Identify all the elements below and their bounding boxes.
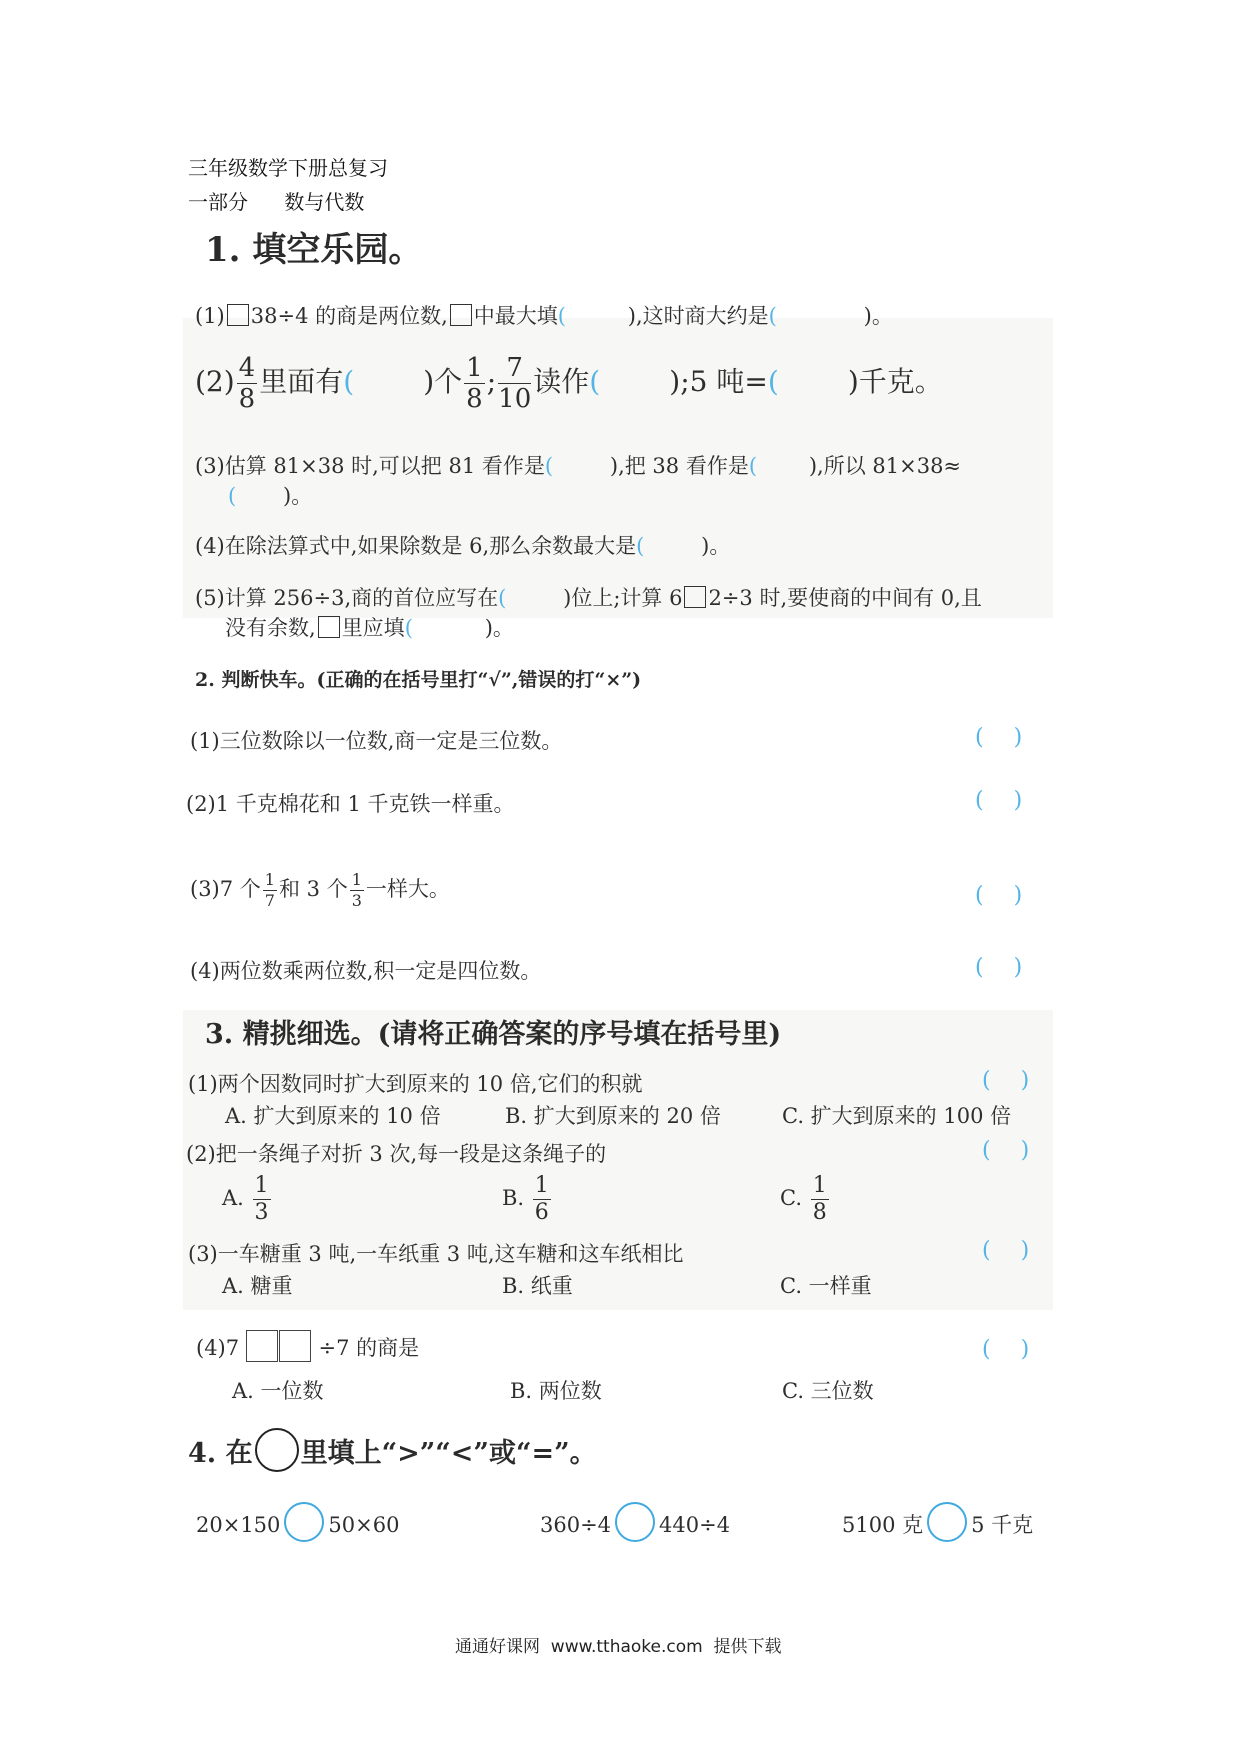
- compare-item-2: 360÷4 440÷4: [540, 1502, 730, 1542]
- answer-paren: ( ): [982, 1337, 1030, 1362]
- s2-q1: (1)三位数除以一位数,商一定是三位数。: [190, 729, 563, 753]
- s1-q3: (3)估算 81×38 时,可以把 81 看作是( ),把 38 看作是( ),所以 81×38≈: [195, 454, 962, 478]
- answer-paren-open: (: [768, 304, 777, 328]
- answer-paren-open: (: [748, 454, 758, 478]
- s3-q3-stem: (3)一车糖重 3 吨,一车纸重 3 吨,这车糖和这车纸相比: [188, 1242, 684, 1266]
- answer-paren-open: (: [404, 616, 413, 640]
- part-number: 一部分: [188, 190, 248, 214]
- doc-title: 三年级数学下册总复习: [188, 156, 388, 180]
- s2-q3: (3)7 个 $\frac{1}{7}$ 和 3 个 $\frac{1}{3}$ 一样大。: [190, 870, 450, 910]
- s3-q2-option-a: A. $\frac{1}{3}$: [222, 1173, 269, 1225]
- answer-paren-open: (: [544, 454, 554, 478]
- compare-item-3: 5100 克 5 千克: [842, 1502, 1033, 1542]
- section3-title: 3. 精挑细选。(请将正确答案的序号填在括号里): [205, 1019, 782, 1050]
- s3-q4-option-a: A. 一位数: [232, 1379, 324, 1403]
- answer-paren: ( ): [982, 1238, 1030, 1263]
- answer-paren-open: (: [767, 365, 779, 398]
- s3-q2-stem: (2)把一条绳子对折 3 次,每一段是这条绳子的: [186, 1142, 607, 1166]
- s1-q3-line2: ( )。: [228, 484, 313, 508]
- answer-paren-open: (: [498, 586, 507, 610]
- s1-q4: (4)在除法算式中,如果除数是 6,那么余数最大是( )。: [195, 534, 731, 558]
- answer-paren-open: (: [228, 484, 237, 508]
- blank-box: [318, 616, 340, 638]
- part-topic: 数与代数: [284, 190, 365, 214]
- part-label: [188, 186, 364, 215]
- answer-paren: ( ): [975, 725, 1023, 750]
- s3-q1-stem: (1)两个因数同时扩大到原来的 10 倍,它们的积就: [188, 1072, 643, 1096]
- s3-q3-option-a: A. 糖重: [222, 1274, 293, 1298]
- s3-q3-option-b: B. 纸重: [502, 1274, 573, 1298]
- section2-title: 2. 判断快车。(正确的在括号里打“√”,错误的打“×”): [195, 669, 642, 691]
- compare-circle-icon: [255, 1428, 299, 1472]
- fraction: $\frac{1}{8}$: [466, 353, 483, 414]
- s1-q2: (2) $\frac{4}{8}$ 里面有( )个 $\frac{1}{8}$ ; $\frac{7}{10}$ 读作( );5 吨=( )千克。: [195, 353, 943, 414]
- compare-circle[interactable]: [284, 1502, 324, 1542]
- blank-box: [684, 586, 706, 608]
- fraction: $\frac{1}{3}$: [254, 1173, 269, 1225]
- s3-q3-option-c: C. 一样重: [780, 1274, 872, 1298]
- s3-q1-option-b: B. 扩大到原来的 20 倍: [505, 1104, 721, 1128]
- answer-paren-open: (: [636, 534, 645, 558]
- compare-circle[interactable]: [927, 1502, 967, 1542]
- answer-paren: ( ): [975, 788, 1023, 813]
- s3-q1-option-c: C. 扩大到原来的 100 倍: [782, 1104, 1012, 1128]
- fraction: $\frac{1}{7}$: [264, 870, 275, 910]
- answer-paren: ( ): [982, 1138, 1030, 1163]
- s3-q4-option-b: B. 两位数: [510, 1379, 602, 1403]
- blank-box: [246, 1330, 278, 1362]
- answer-paren-open: (: [557, 304, 566, 328]
- blank-box: [450, 304, 472, 326]
- compare-item-1: 20×150 50×60: [196, 1502, 399, 1542]
- s2-q4: (4)两位数乘两位数,积一定是四位数。: [190, 959, 542, 983]
- fraction: $\frac{4}{8}$: [238, 353, 256, 414]
- answer-paren: ( ): [975, 955, 1023, 980]
- s3-q2-option-b: B. $\frac{1}{6}$: [502, 1173, 549, 1225]
- s1-q5-line2: 没有余数, 里应填( )。: [225, 616, 514, 640]
- section4-title: 4. 在 里填上“>”“<”或“=”。: [188, 1428, 597, 1472]
- answer-paren-open: (: [343, 365, 355, 398]
- s3-q1-option-a: A. 扩大到原来的 10 倍: [225, 1104, 441, 1128]
- footer-source: 通通好课网 www.tthaoke.com 提供下载: [455, 1637, 782, 1657]
- compare-circle[interactable]: [615, 1502, 655, 1542]
- fraction: $\frac{7}{10}$: [498, 353, 532, 414]
- s1-q1: (1) 38÷4 的商是两位数, 中最大填( ),这时商大约是( )。: [195, 304, 893, 328]
- s2-q2: (2)1 千克棉花和 1 千克铁一样重。: [186, 792, 515, 816]
- fraction: $\frac{1}{8}$: [812, 1173, 827, 1225]
- fraction: $\frac{1}{3}$: [351, 870, 362, 910]
- s1-q5: (5)计算 256÷3,商的首位应写在( )位上;计算 6 2÷3 时,要使商的中间有 0,且: [195, 586, 982, 610]
- answer-paren: ( ): [975, 883, 1023, 908]
- blank-box: [279, 1330, 311, 1362]
- answer-paren-open: (: [589, 365, 601, 398]
- s3-q4-stem: (4)7 ÷7 的商是: [196, 1330, 419, 1362]
- fraction: $\frac{1}{6}$: [534, 1173, 549, 1225]
- s3-q4-option-c: C. 三位数: [782, 1379, 874, 1403]
- section1-title: 1. 填空乐园。: [205, 230, 423, 270]
- s3-q2-option-c: C. $\frac{1}{8}$: [780, 1173, 827, 1225]
- blank-box: [227, 304, 249, 326]
- answer-paren: ( ): [982, 1068, 1030, 1093]
